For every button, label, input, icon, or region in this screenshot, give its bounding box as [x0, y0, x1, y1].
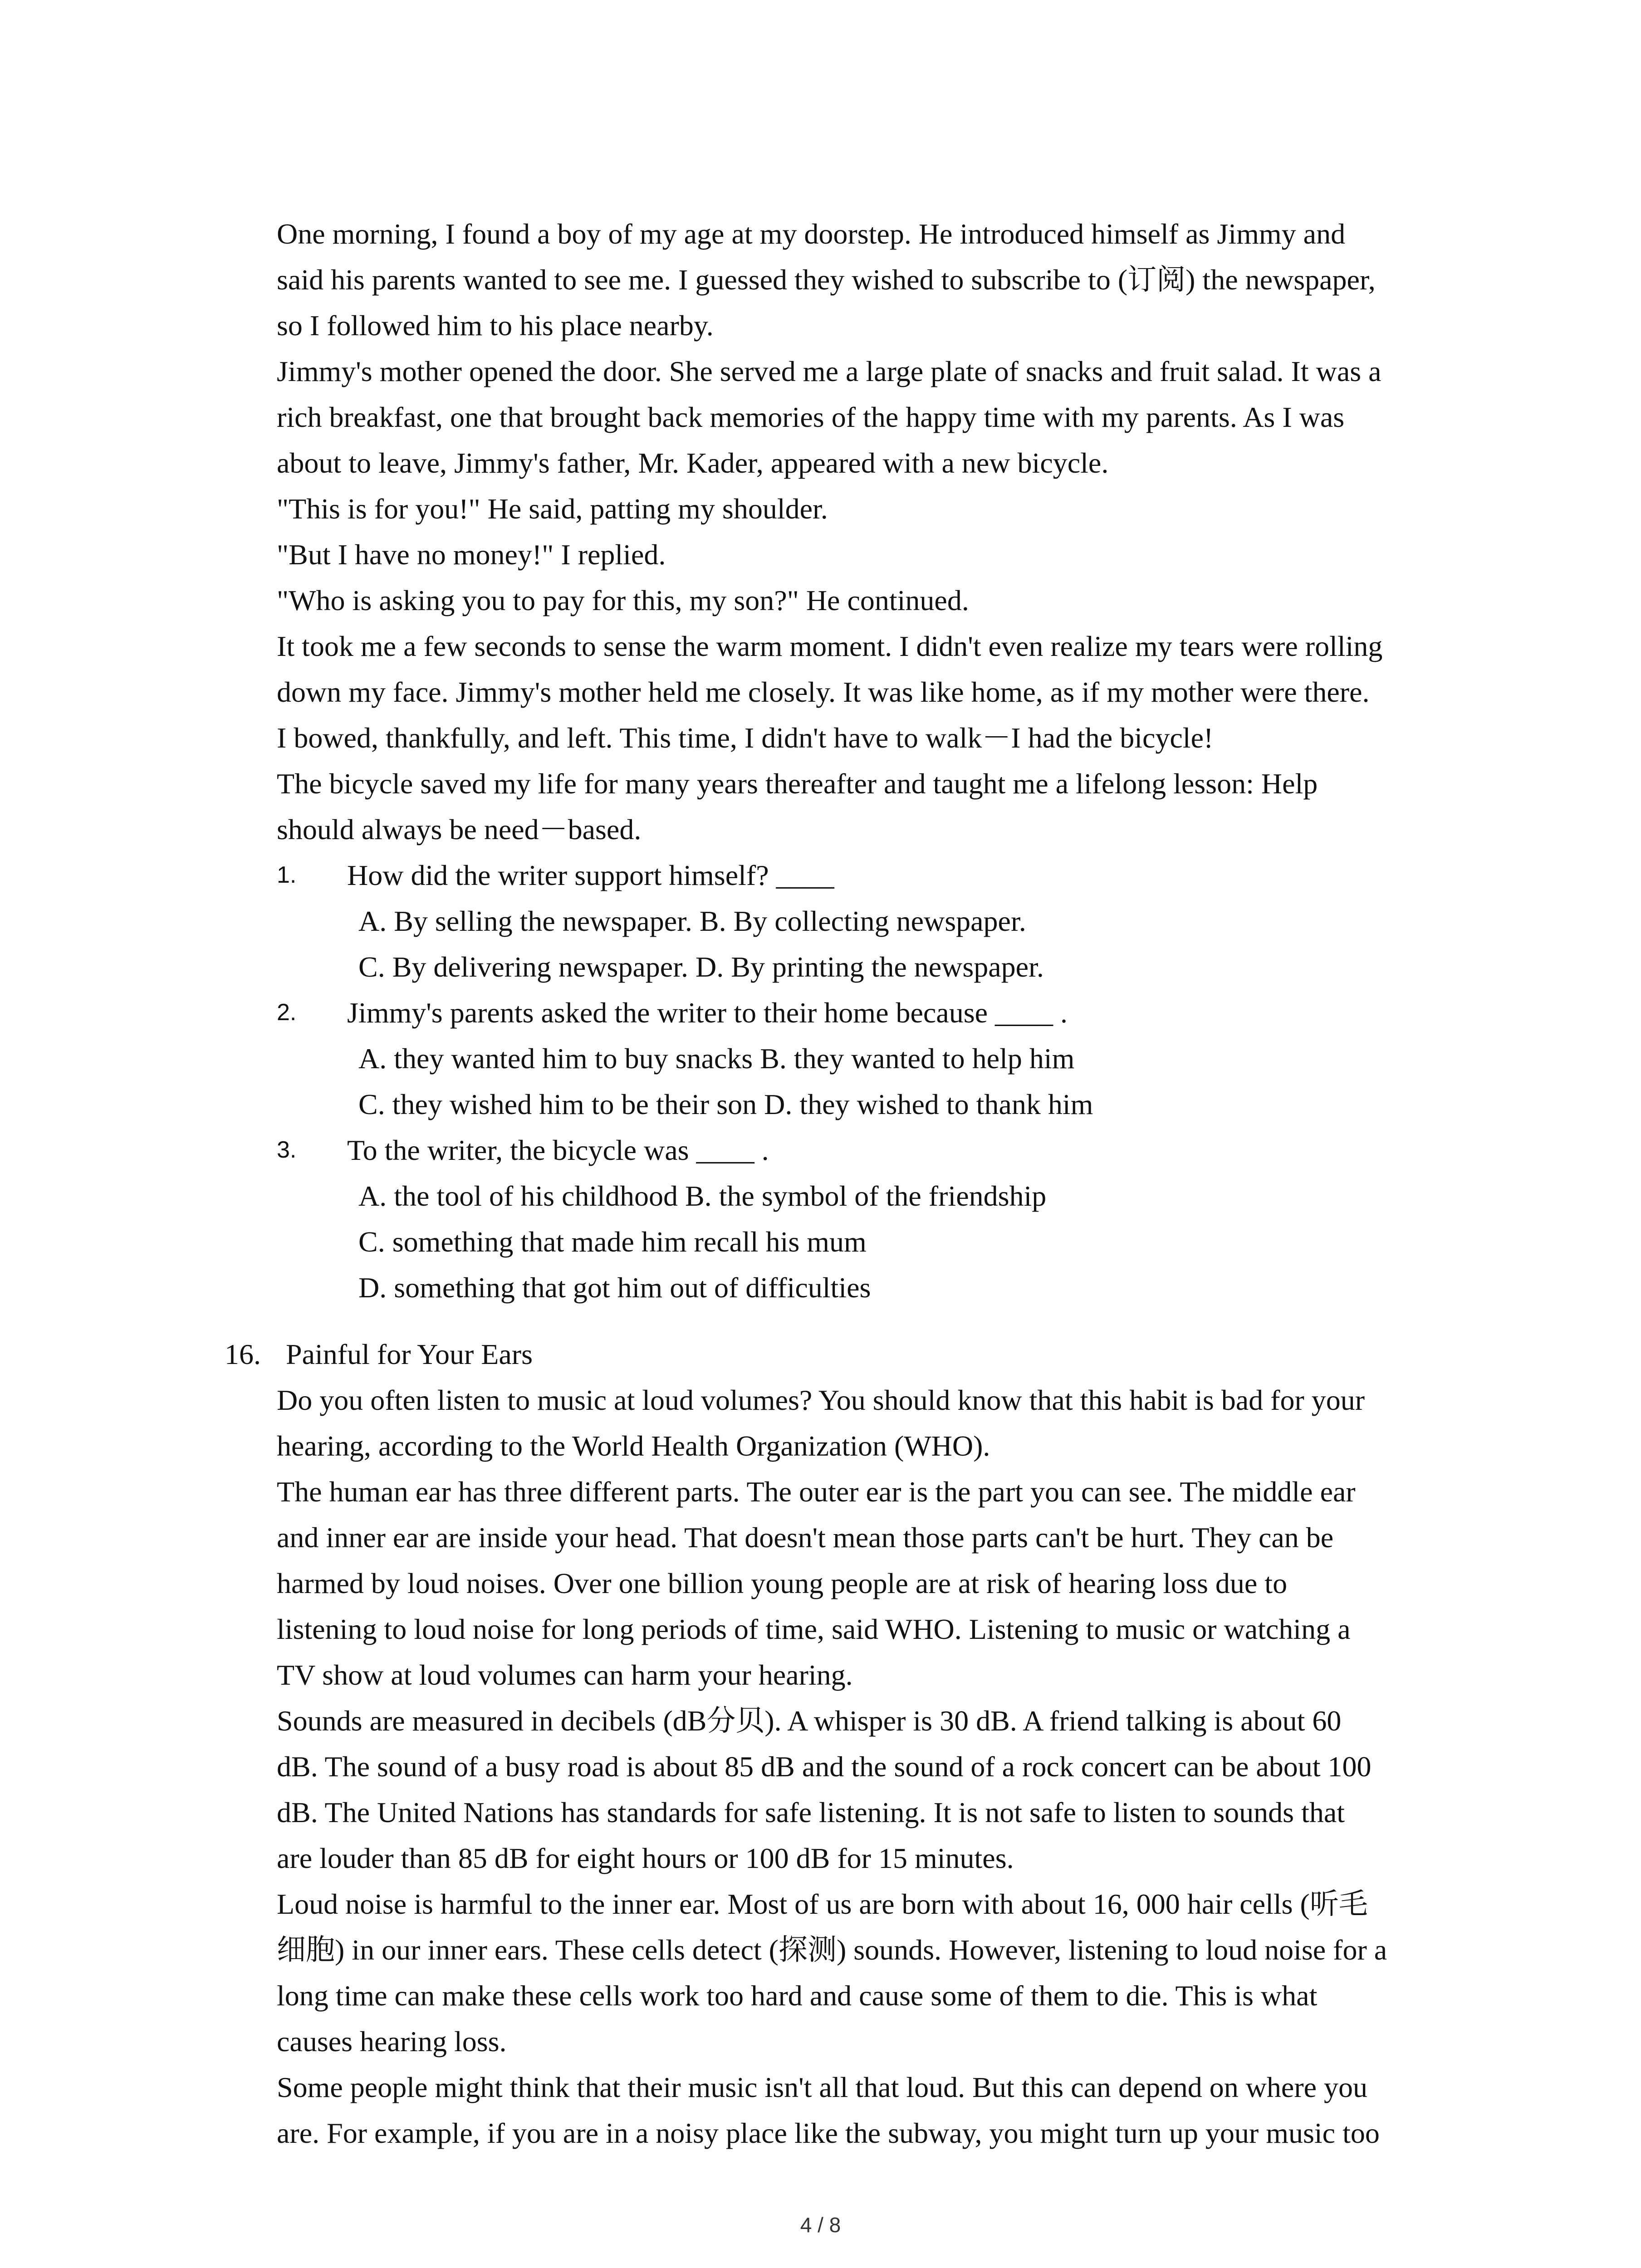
question-text: How did the writer support himself? ____	[347, 859, 834, 891]
passage-line: "This is for you!" He said, patting my shoulder.	[277, 493, 828, 525]
question-options: A. By selling the newspaper. B. By collecting newspaper.	[358, 905, 1026, 937]
question-number: 1.	[277, 862, 297, 888]
passage-line: It took me a few seconds to sense the warm moment. I didn't even realize my tears were rolling	[277, 630, 1383, 662]
question-number: 2.	[277, 999, 297, 1026]
passage-line: One morning, I found a boy of my age at my doorstep. He introduced himself as Jimmy and	[277, 218, 1346, 250]
passage-line: causes hearing loss.	[277, 2025, 507, 2058]
passage-line: "But I have no money!" I replied.	[277, 538, 666, 571]
passage-line: are. For example, if you are in a noisy place like the subway, you might turn up your music too	[277, 2117, 1380, 2149]
passage-line: are louder than 85 dB for eight hours or 100 dB for 15 minutes.	[277, 1842, 1014, 1874]
passage-line: rich breakfast, one that brought back memories of the happy time with my parents. As I was	[277, 401, 1345, 433]
passage-line: said his parents wanted to see me. I guessed they wished to subscribe to (订阅) the newspaper,	[277, 264, 1376, 296]
passage-line: about to leave, Jimmy's father, Mr. Kader, appeared with a new bicycle.	[277, 447, 1109, 479]
passage-line: Sounds are measured in decibels (dB分贝). A whisper is 30 dB. A friend talking is about 60	[277, 1705, 1342, 1737]
passage-line: Jimmy's mother opened the door. She served me a large plate of snacks and fruit salad. It was a	[277, 355, 1381, 387]
passage-line: Do you often listen to music at loud volumes? You should know that this habit is bad for your	[277, 1384, 1365, 1416]
question-options: C. they wished him to be their son D. they wished to thank him	[358, 1088, 1093, 1120]
passage-line: I bowed, thankfully, and left. This time, I didn't have to walk－I had the bicycle!	[277, 722, 1214, 754]
passage-line: dB. The sound of a busy road is about 85 dB and the sound of a rock concert can be about 100	[277, 1750, 1372, 1783]
question-option: C. something that made him recall his mum	[358, 1226, 867, 1258]
passage-line: long time can make these cells work too hard and cause some of them to die. This is what	[277, 1980, 1318, 2012]
passage-line: should always be need－based.	[277, 813, 642, 846]
passage-line: and inner ear are inside your head. That doesn't mean those parts can't be hurt. They can be	[277, 1521, 1334, 1554]
passage-line: "Who is asking you to pay for this, my son?" He continued.	[277, 584, 969, 616]
question-number: 3.	[277, 1137, 297, 1163]
page-number: 4 / 8	[800, 2213, 841, 2237]
question-option: A. the tool of his childhood B. the symbol of the friendship	[358, 1180, 1047, 1212]
passage-line: Some people might think that their music isn't all that loud. But this can depend on where you	[277, 2071, 1368, 2103]
passage-line: TV show at loud volumes can harm your hearing.	[277, 1659, 853, 1691]
passage-line: listening to loud noise for long periods of time, said WHO. Listening to music or watching a	[277, 1613, 1351, 1645]
question-text: To the writer, the bicycle was ____ .	[347, 1134, 769, 1166]
passage-line: down my face. Jimmy's mother held me closely. It was like home, as if my mother were there.	[277, 676, 1370, 708]
section-title: Painful for Your Ears	[286, 1338, 533, 1370]
passage-line: The bicycle saved my life for many years thereafter and taught me a lifelong lesson: Help	[277, 767, 1318, 800]
passage-line: so I followed him to his place nearby.	[277, 309, 714, 342]
question-options: C. By delivering newspaper. D. By printing the newspaper.	[358, 951, 1044, 983]
passage-line: dB. The United Nations has standards for safe listening. It is not safe to listen to sounds that	[277, 1796, 1345, 1828]
section-number: 16.	[225, 1338, 261, 1370]
question-text: Jimmy's parents asked the writer to their home because ____ .	[347, 997, 1068, 1029]
passage-line: The human ear has three different parts. The outer ear is the part you can see. The middle ear	[277, 1476, 1356, 1508]
passage-line: harmed by loud noises. Over one billion young people are at risk of hearing loss due to	[277, 1567, 1288, 1599]
passage-line: 细胞) in our inner ears. These cells detect (探测) sounds. However, listening to loud noise for a	[277, 1934, 1387, 1966]
passage-line: Loud noise is harmful to the inner ear. Most of us are born with about 16, 000 hair cells (听毛	[277, 1888, 1368, 1920]
passage-line: hearing, according to the World Health Organization (WHO).	[277, 1430, 990, 1462]
question-options: A. they wanted him to buy snacks B. they wanted to help him	[358, 1042, 1075, 1075]
question-option: D. something that got him out of difficulties	[358, 1271, 871, 1304]
